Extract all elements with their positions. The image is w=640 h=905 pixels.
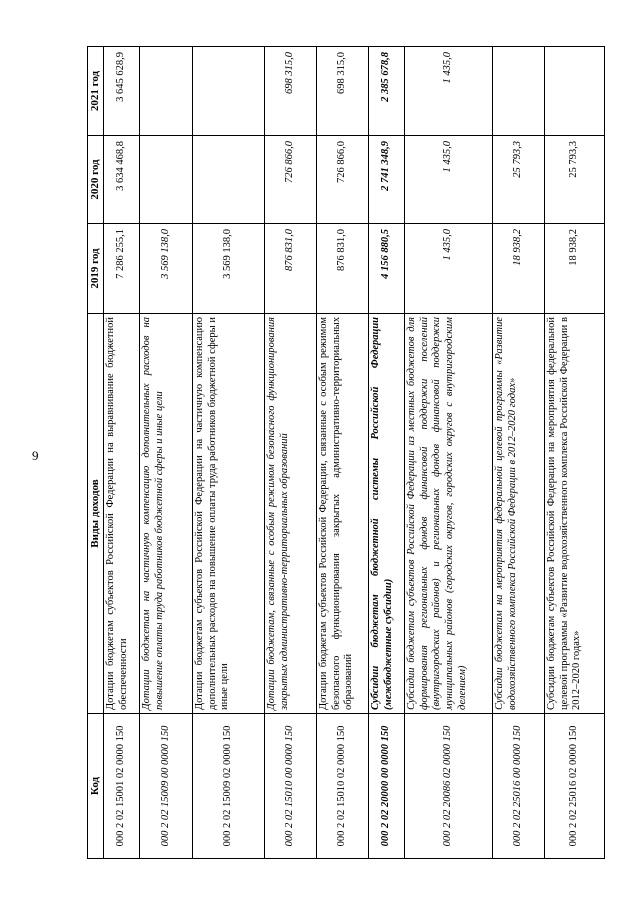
row-name: Дотации бюджетам субъектов Российской Федерации на частичную компенсацию дополнительных расходов на повышение оплаты труда работников бюджетной сферы и иные цели: [193, 314, 265, 714]
table-row: [104, 47, 140, 859]
row-value-2021: 698 315,0: [317, 47, 369, 136]
row-value-2021: 698 315,0: [265, 47, 317, 136]
row-name: Дотации бюджетам на частичную компенсацию дополнительных расходов на повышение оплаты труда работников бюджетной сферы и иные цели: [140, 314, 193, 714]
table-row: [140, 47, 193, 859]
row-name: Дотации бюджетам, связанные с особым режимом безопасного функционирования закрытых административно-территориальных образований: [265, 314, 317, 714]
header-2020: 2020 год: [88, 136, 104, 224]
row-value-2019: 876 831,0: [317, 224, 369, 314]
row-value-2020: [193, 136, 265, 224]
table-row: [493, 47, 545, 859]
row-code: 000 2 02 15009 00 0000 150: [140, 714, 193, 859]
row-value-2021: [545, 47, 605, 136]
table-row: [193, 47, 265, 859]
row-value-2020: 2 741 348,9: [369, 136, 405, 224]
row-name: Субсидии бюджетам субъектов Российской Федерации из местных бюджетов для формирования региональных фондов финансовой поддержки поселений (внутригородских районов) и региональных фондов финансовой поддержки муниципальных районов (городских округов, городских округов с внутригородским делением): [405, 314, 493, 714]
rotated-table-container: [87, 47, 583, 859]
row-value-2021: 3 645 628,9: [104, 47, 140, 136]
header-name: Виды доходов: [88, 314, 104, 714]
row-value-2021: 2 385 678,8: [369, 47, 405, 136]
row-value-2019: 3 569 138,0: [193, 224, 265, 314]
header-code: Код: [88, 714, 104, 859]
row-value-2020: 25 793,3: [545, 136, 605, 224]
row-value-2021: [140, 47, 193, 136]
row-value-2020: [140, 136, 193, 224]
row-code: 000 2 02 20086 02 0000 150: [405, 714, 493, 859]
table-row: [265, 47, 317, 859]
table-row: [405, 47, 493, 859]
row-value-2021: 1 435,0: [405, 47, 493, 136]
row-value-2019: 3 569 138,0: [140, 224, 193, 314]
row-value-2019: 1 435,0: [405, 224, 493, 314]
row-value-2020: 1 435,0: [405, 136, 493, 224]
row-name: Субсидии бюджетам субъектов Российской Федерации на мероприятия федеральной целевой программы «Развитие водохозяйственного комплекса Российской Федерации в 2012–2020 годах»: [545, 314, 605, 714]
row-value-2020: 25 793,3: [493, 136, 545, 224]
table-header-row: [88, 47, 104, 859]
row-value-2019: 4 156 880,5: [369, 224, 405, 314]
header-2021: 2021 год: [88, 47, 104, 136]
row-value-2019: 18 938,2: [545, 224, 605, 314]
row-value-2020: 726 866,0: [317, 136, 369, 224]
header-2019: 2019 год: [88, 224, 104, 314]
row-value-2019: 876 831,0: [265, 224, 317, 314]
revenue-table: [87, 46, 605, 859]
row-code: 000 2 02 20000 00 0000 150: [369, 714, 405, 859]
row-code: 000 2 02 25016 00 0000 150: [493, 714, 545, 859]
row-name: Дотации бюджетам субъектов Российской Федерации на выравнивание бюджетной обеспеченности: [104, 314, 140, 714]
row-name: Субсидии бюджетам бюджетной системы Российской Федерации (межбюджетные субсидии): [369, 314, 405, 714]
row-code: 000 2 02 15009 02 0000 150: [193, 714, 265, 859]
row-value-2021: [493, 47, 545, 136]
row-value-2021: [193, 47, 265, 136]
table-row: [317, 47, 369, 859]
table-row: [545, 47, 605, 859]
row-value-2019: 18 938,2: [493, 224, 545, 314]
row-value-2020: 726 866,0: [265, 136, 317, 224]
table-row: [369, 47, 405, 859]
row-value-2019: 7 286 255,1: [104, 224, 140, 314]
page-number: 9: [32, 448, 39, 463]
row-code: 000 2 02 15010 02 0000 150: [317, 714, 369, 859]
row-value-2020: 3 634 468,8: [104, 136, 140, 224]
row-code: 000 2 02 25016 02 0000 150: [545, 714, 605, 859]
row-name: Субсидии бюджетам на мероприятия федеральной целевой программы «Развитие водохозяйственного комплекса Российской Федерации в 2012–2020 годах»: [493, 314, 545, 714]
row-name: Дотации бюджетам субъектов Российской Федерации, связанные с особым режимом безопасного функционирования закрытых административно-территориальных образований: [317, 314, 369, 714]
row-code: 000 2 02 15001 02 0000 150: [104, 714, 140, 859]
row-code: 000 2 02 15010 00 0000 150: [265, 714, 317, 859]
